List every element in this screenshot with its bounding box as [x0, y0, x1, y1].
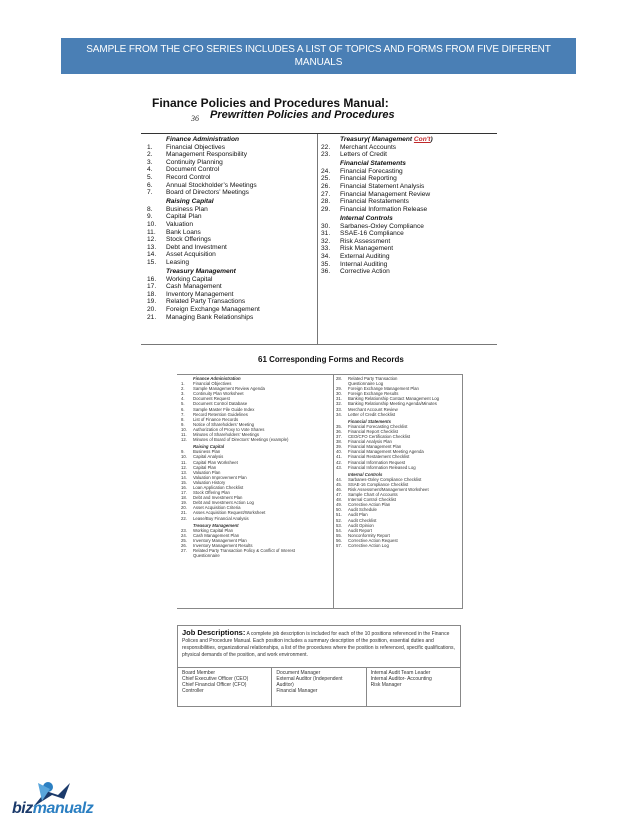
list-item — [321, 151, 433, 159]
list-item — [181, 516, 295, 521]
item-label: Financial Objectives — [166, 143, 226, 151]
item-label: Asses Acquisition Request/Worksheet — [193, 510, 266, 516]
item-label: Board of Directors’ Meetings — [166, 189, 249, 197]
item-number: 22. — [181, 515, 187, 521]
item-number: 29. — [321, 205, 331, 213]
item-label: Capital Analysis — [193, 454, 224, 460]
banner-line-1: SAMPLE FROM THE CFO SERIES INCLUDES A LIST OF TOPICS AND FORMS FROM FIVE DIFERENT — [86, 44, 551, 55]
item-number: 11. — [181, 459, 187, 465]
position-name: Auditor) — [276, 682, 294, 688]
item-number: 32. — [321, 237, 331, 245]
item-label: Financial Management Plan — [348, 444, 402, 450]
item-number: 47. — [336, 492, 342, 498]
item-number: 24. — [181, 532, 187, 538]
list-item — [147, 236, 260, 244]
item-number: 35. — [336, 423, 342, 429]
item-number: 35. — [321, 260, 331, 268]
forms-title: 61 Corresponding Forms and Records — [258, 355, 404, 364]
item-label: Risk Assessment/Management Worksheet — [348, 486, 429, 492]
item-number: 37. — [336, 434, 342, 440]
item-number: 20. — [181, 505, 187, 511]
list-item — [321, 223, 433, 231]
item-number: 22. — [321, 143, 331, 151]
item-number: 6. — [147, 181, 153, 189]
item-number: 55. — [336, 532, 342, 538]
item-number: 45. — [336, 481, 342, 487]
list-item — [147, 189, 260, 197]
item-label: Financial Reporting — [340, 175, 397, 183]
item-number: 3. — [147, 158, 153, 166]
item-label: Financial Forecasting — [340, 167, 403, 175]
section-heading: Internal Controls — [340, 214, 393, 222]
item-label: Inventory Management Plan — [193, 537, 247, 543]
item-label: Financial Analysis Plan — [348, 439, 392, 445]
list-item — [147, 291, 260, 299]
item-label: Business Plan — [166, 205, 208, 213]
item-label: Sarbanes-Oxley Compliance — [340, 222, 424, 230]
item-number: 5. — [147, 173, 153, 181]
list-item — [336, 412, 439, 417]
item-label: Notice of Shareholders' Meeting — [193, 421, 255, 427]
item-label: Inventory Management — [166, 290, 234, 298]
item-number: 17. — [181, 490, 187, 496]
item-number: 7. — [181, 411, 185, 417]
list-item — [321, 245, 433, 253]
manual-title: Finance Policies and Procedures Manual: — [152, 96, 389, 110]
item-number: 6. — [181, 406, 185, 412]
item-number: 54. — [336, 527, 342, 533]
item-number: 3. — [181, 391, 185, 397]
list-item — [147, 298, 260, 306]
list-item — [147, 206, 260, 214]
list-item — [147, 251, 260, 259]
item-number: 1. — [147, 143, 153, 151]
item-number: 38. — [336, 439, 342, 445]
item-number: 15. — [147, 259, 157, 266]
list-item — [147, 229, 260, 237]
item-label: Management Responsibility — [166, 151, 247, 159]
item-label: Foreign Exchange Management Plan — [348, 386, 419, 392]
item-number: 12. — [181, 464, 187, 470]
position-name: Document Manager — [276, 670, 321, 676]
item-number: 17. — [147, 283, 157, 291]
item-number: 34. — [336, 411, 342, 417]
position-name: Internal Audit Team Leader — [370, 670, 431, 676]
list-item — [147, 151, 260, 159]
item-number: 8. — [181, 416, 185, 422]
job-positions-grid — [178, 667, 460, 706]
item-label: Debt and Investment — [166, 243, 227, 251]
item-label: List of Finance Records — [193, 416, 239, 422]
item-label: Corrective Action Plan — [348, 502, 391, 508]
item-number: 15. — [181, 479, 187, 485]
item-label: Minutes of Shareholders' Meetings — [193, 432, 260, 438]
item-number: 9. — [181, 449, 185, 455]
item-number: 10. — [181, 426, 187, 432]
item-label: Financial Objectives — [193, 381, 232, 387]
item-number: 13. — [181, 469, 187, 475]
item-number: 46. — [336, 486, 342, 492]
item-label: Questionnaire — [193, 553, 220, 559]
item-number: 40. — [336, 449, 342, 455]
item-label: Related Party Transactions — [166, 298, 246, 306]
item-number: 27. — [321, 190, 331, 198]
item-label: Managing Bank Relationships — [166, 313, 254, 321]
item-label: Financial Information Request — [348, 459, 406, 465]
item-label: SSAE-16 Compliance — [340, 230, 404, 238]
list-item — [181, 553, 295, 558]
item-number: 33. — [321, 245, 331, 253]
item-label: Document Control — [166, 166, 220, 174]
item-number: 28. — [336, 376, 342, 381]
item-label: Letter of Credit Checklist — [348, 411, 396, 417]
item-number: 13. — [147, 243, 157, 251]
list-item — [321, 206, 433, 214]
item-label: Audit Report — [348, 527, 372, 533]
item-label: Letters of Credit — [340, 151, 387, 159]
list-item — [321, 230, 433, 238]
item-number: 36. — [321, 268, 331, 276]
item-label: Banking Relationship Meeting Agenda/Minutes — [348, 401, 437, 407]
item-label: Financial Restatement Checklist — [348, 454, 410, 460]
item-number: 30. — [336, 391, 342, 397]
item-label: Document Request — [193, 396, 230, 402]
item-number: 18. — [147, 290, 157, 298]
list-item — [147, 306, 260, 314]
item-label: Working Capital Plan — [193, 527, 234, 533]
positions-column-2 — [271, 668, 365, 706]
item-label: Valuation — [166, 221, 194, 229]
section-heading: Treasury Management — [166, 268, 236, 276]
position-name: Controller — [182, 688, 204, 694]
item-label: Stock Offerings — [166, 236, 211, 244]
item-label: Audit Opinion — [348, 522, 374, 528]
position-name: Financial Manager — [276, 688, 318, 694]
item-number: 2. — [181, 386, 185, 392]
section-heading: Finance Administration — [166, 136, 240, 143]
list-item — [321, 198, 433, 206]
item-number: 20. — [147, 306, 157, 314]
list-item — [147, 221, 260, 229]
item-number: 41. — [336, 454, 342, 460]
item-label: Foreign Exchange Management — [166, 306, 260, 314]
item-number: 1. — [181, 381, 185, 387]
item-number: 18. — [181, 495, 187, 501]
item-number: 9. — [181, 421, 185, 427]
item-label: Financial Statement Analysis — [340, 183, 425, 191]
item-label: Loan Application Checklist — [193, 484, 244, 490]
list-item — [321, 268, 433, 276]
list-item — [321, 168, 433, 176]
item-label: Capital Plan — [193, 464, 217, 470]
item-label: Valuation History — [193, 479, 226, 485]
item-number: 23. — [321, 151, 331, 159]
topics-column-2 — [321, 136, 433, 276]
bizmanualz-logo-text: bizmanualz — [12, 800, 94, 817]
list-item — [147, 314, 260, 322]
item-number: 48. — [336, 497, 342, 503]
list-item — [147, 283, 260, 291]
item-number: 7. — [147, 189, 153, 197]
list-item — [321, 238, 433, 246]
item-label: Internal Control Checklist — [348, 497, 397, 503]
list-item — [147, 259, 260, 267]
item-number: 52. — [336, 517, 342, 523]
position-name: External Auditor (Independent — [276, 676, 343, 682]
position-name: Chief Executive Officer (CEO) — [182, 676, 249, 682]
position-name: Board Member — [182, 670, 216, 676]
item-label: CEO/CFO Certification Checklist — [348, 434, 411, 440]
list-item — [147, 159, 260, 167]
item-label: SSAE-16 Compliance Checklist — [348, 481, 409, 487]
item-number: 16. — [147, 275, 157, 283]
item-number: 8. — [147, 205, 153, 213]
item-number: 44. — [336, 476, 342, 482]
header-banner — [61, 38, 576, 74]
item-number: 39. — [336, 444, 342, 450]
item-number: 5. — [181, 401, 185, 407]
item-label: Debt and Investment Action Log — [193, 500, 254, 506]
item-label: Stock Offering Plan — [193, 490, 230, 496]
item-number: 31. — [321, 230, 331, 238]
item-number: 50. — [336, 507, 342, 513]
item-number: 56. — [336, 537, 342, 543]
list-item — [321, 253, 433, 261]
item-number: 14. — [181, 474, 187, 480]
item-label: Document Control Database — [193, 401, 248, 407]
item-number: 49. — [336, 502, 342, 508]
item-number: 57. — [336, 543, 342, 548]
item-number: 42. — [336, 459, 342, 465]
item-label: Merchant Account Review — [348, 406, 398, 412]
item-label: Annual Stockholder’s Meetings — [166, 181, 257, 189]
position-name: Internal Auditor- Accounting — [370, 676, 432, 682]
item-label: Audit Schedule — [348, 507, 377, 513]
item-label: Bank Loans — [166, 228, 201, 236]
list-item — [181, 437, 295, 442]
item-label: Working Capital — [166, 275, 213, 283]
item-label: Leasing — [166, 259, 190, 266]
item-label: Sample Chart of Accounts — [348, 492, 398, 498]
item-label: Authorization of Proxy to Vote Shares — [193, 426, 265, 432]
item-label: Cash Management — [166, 283, 222, 291]
positions-column-1 — [178, 668, 271, 706]
list-item — [321, 144, 433, 152]
item-number: 12. — [147, 236, 157, 244]
item-label: Risk Assessment — [340, 237, 391, 245]
item-number — [181, 553, 193, 558]
item-label: Internal Auditing — [340, 260, 388, 268]
item-label: Financial Management Review — [340, 190, 431, 198]
item-number: 11. — [147, 228, 156, 236]
item-label: Cash Management Plan — [193, 532, 240, 538]
item-number: 23. — [181, 527, 187, 533]
item-number: 4. — [181, 396, 185, 402]
item-label: Merchant Accounts — [340, 143, 397, 151]
item-number: 9. — [147, 213, 153, 221]
item-label: Sample Master File Guide Index — [193, 406, 255, 412]
item-number: 36. — [336, 428, 342, 434]
item-number: 12. — [181, 437, 187, 443]
item-label: Debt and Investment Plan — [193, 495, 243, 501]
section-heading: Internal Controls — [348, 471, 383, 477]
item-number: 11. — [181, 432, 187, 438]
item-label: Financial Restatements — [340, 198, 409, 206]
item-label: Inventory Management Results — [193, 543, 253, 548]
section-heading: Treasury( Management Con't) — [340, 136, 433, 143]
item-label: Record Control — [166, 173, 211, 181]
topics-table — [141, 133, 497, 345]
item-number: 30. — [321, 222, 331, 230]
item-label: Related Party Transaction Policy & Conflict of Interest — [193, 548, 295, 554]
list-item — [147, 144, 260, 152]
item-number: 27. — [181, 548, 187, 554]
list-item — [321, 191, 433, 199]
banner-line-2: MANUALS — [294, 57, 343, 68]
list-item — [321, 261, 433, 269]
position-name: Chief Financial Officer (CFO) — [182, 682, 247, 688]
position-name: Risk Manager — [370, 682, 402, 688]
item-number: 28. — [321, 198, 331, 206]
item-label: Business Plan — [193, 449, 221, 455]
item-label: Continuity Plan Worksheet — [193, 391, 244, 397]
item-label: Asset Acquisition Criteria — [193, 505, 241, 511]
page-number: 36 — [191, 114, 199, 123]
list-item — [147, 174, 260, 182]
item-label: Risk Management — [340, 245, 394, 253]
item-number: 33. — [336, 406, 342, 412]
item-number: 26. — [321, 183, 331, 191]
item-number: 19. — [147, 298, 157, 306]
item-number: 32. — [336, 401, 342, 407]
item-label: Capital Plan Worksheet — [193, 459, 238, 465]
item-label: Sample Management Review Agenda — [193, 386, 265, 392]
section-heading: Financial Statements — [348, 418, 391, 424]
forms-column-2 — [336, 376, 439, 548]
item-number: 29. — [336, 386, 342, 392]
item-number: 2. — [147, 151, 153, 159]
job-descriptions-label: Job Descriptions: — [182, 628, 246, 637]
item-number: 26. — [181, 543, 187, 548]
list-item — [147, 166, 260, 174]
list-item — [336, 543, 439, 548]
item-label: Nonconformity Report — [348, 532, 390, 538]
item-label: Lease/Buy Financial Analysis — [193, 515, 249, 521]
item-number: 25. — [321, 175, 331, 183]
item-label: Record Retention Guidelines — [193, 411, 248, 417]
item-number: 24. — [321, 167, 331, 175]
item-label: Valuation Plan — [193, 469, 221, 475]
list-item — [147, 182, 260, 190]
item-number: 4. — [147, 166, 153, 174]
column-divider — [333, 375, 334, 608]
item-label: Asset Acquisition — [166, 251, 216, 259]
item-label: Financial Information Released Log — [348, 464, 416, 470]
manual-subtitle: Prewritten Policies and Procedures — [210, 109, 395, 121]
item-label: Foreign Exchange Results — [348, 391, 399, 397]
item-label: Corrective Action — [340, 268, 390, 276]
item-number: 21. — [181, 510, 187, 516]
item-label: Banking Relationship Contact Management Log — [348, 396, 440, 402]
item-number: 34. — [321, 252, 331, 260]
forms-column-1 — [181, 376, 295, 558]
item-label: Valuation Improvement Plan — [193, 474, 247, 480]
job-descriptions-text: Job Descriptions: A complete job description is included for each of the 10 positions referenced in the Finance Polices and Procedure Manual. Each position includes a summary description of the position, essential duties and responsibilities, organizational relationships, a list of the procedures where the position is referenced, specific qualifications, physical demands of the position, and work environment. — [182, 628, 455, 658]
item-number: 53. — [336, 522, 342, 528]
list-item — [321, 183, 433, 191]
list-item — [321, 175, 433, 183]
item-number: 10. — [147, 221, 157, 229]
forms-table — [177, 374, 463, 609]
topics-column-1 — [147, 136, 260, 321]
item-label: External Auditing — [340, 252, 390, 260]
list-item — [147, 244, 260, 252]
section-heading: Treasury Management — [193, 522, 239, 528]
item-number: 10. — [181, 454, 187, 460]
list-item — [336, 465, 439, 470]
item-label: Related Party Transaction — [348, 376, 398, 381]
section-heading: Finance Administration — [193, 376, 241, 381]
item-label: Sarbanes-Oxley Compliance Checklist — [348, 476, 422, 482]
item-number: 31. — [336, 396, 342, 402]
item-label: Capital Plan — [166, 213, 202, 221]
column-divider — [317, 134, 318, 344]
item-label: Financial Information Release — [340, 205, 428, 213]
item-label: Audit Checklist — [348, 517, 377, 523]
item-number: 25. — [181, 537, 187, 543]
item-label: Corrective Action Request — [348, 537, 398, 543]
list-item — [147, 276, 260, 284]
item-label: Financial Management Meeting Agenda — [348, 449, 424, 455]
item-number: 19. — [181, 500, 187, 506]
item-number: 51. — [336, 512, 342, 518]
section-heading: Financial Statements — [340, 160, 406, 168]
list-item — [147, 213, 260, 221]
item-label: Audit Plan — [348, 512, 368, 518]
section-heading: Raising Capital — [166, 198, 214, 206]
section-heading: Raising Capital — [193, 444, 225, 450]
item-label: Financial Forecasting Checklist — [348, 423, 408, 429]
item-label: Continuity Planning — [166, 158, 223, 166]
item-number: 21. — [147, 313, 157, 321]
item-label: Questionnaire Log — [348, 381, 384, 387]
positions-column-3 — [366, 668, 460, 706]
item-number: 43. — [336, 464, 342, 470]
item-label: Minutes of Board of Directors' Meetings (example) — [193, 437, 289, 443]
job-descriptions-box — [177, 625, 461, 707]
item-label: Financial Report Checklist — [348, 428, 398, 434]
item-number: 14. — [147, 251, 157, 259]
item-number: 16. — [181, 484, 187, 490]
item-label: Corrective Action Log — [348, 543, 389, 548]
